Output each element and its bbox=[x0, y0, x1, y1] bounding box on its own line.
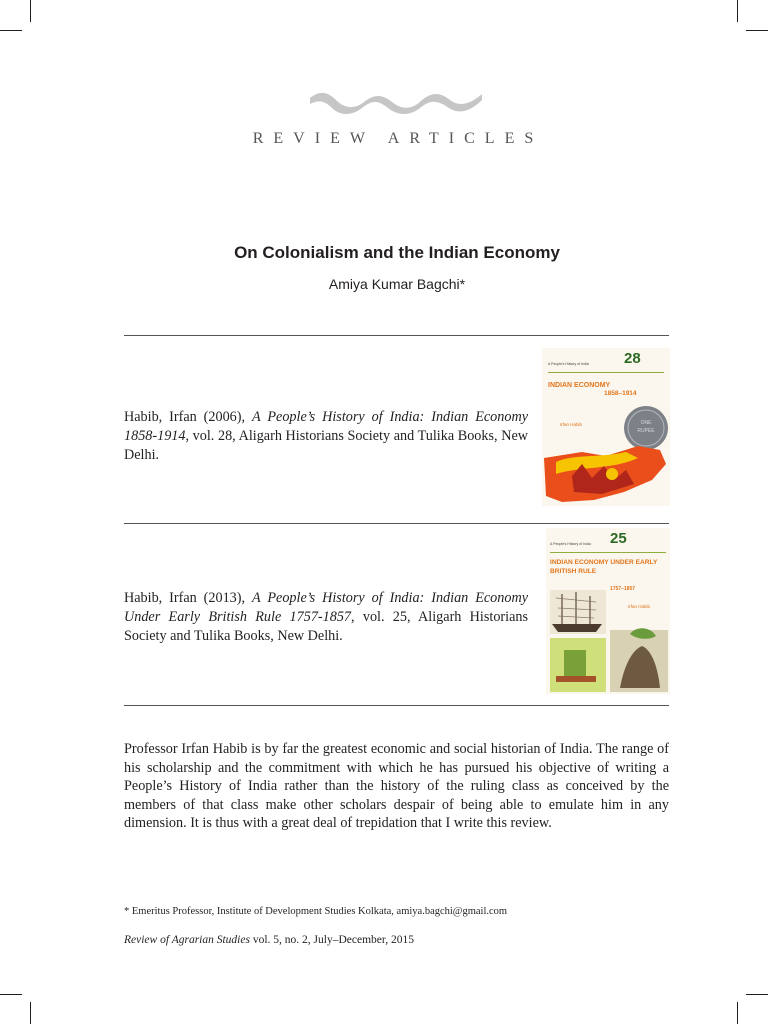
cover-coin-artwork-icon bbox=[542, 400, 670, 506]
article-title: On Colonialism and the Indian Economy bbox=[234, 243, 560, 262]
footnote: * Emeritus Professor, Institute of Development Studies Kolkata, amiya.bagchi@gmail.com bbox=[124, 906, 508, 917]
divider-rule bbox=[124, 705, 669, 706]
cover-series: A People's History of India bbox=[548, 362, 589, 366]
journal-citation bbox=[124, 934, 669, 946]
cover-volume-number: 25 bbox=[610, 530, 627, 547]
book-cover-vol-25 bbox=[546, 528, 670, 694]
cover-author: Irfan Habib bbox=[560, 422, 583, 427]
cover-subtitle: 1757–1857 bbox=[610, 586, 636, 592]
reference-publisher: , vol. 28, Aligarh Historians Society and Tulika Books, New Delhi. bbox=[124, 428, 528, 463]
cover-title: INDIAN ECONOMY UNDER EARLY BRITISH RULE bbox=[550, 559, 658, 575]
reference-book-title: A People’s History of India: Indian Economy 1858-1914 bbox=[124, 409, 528, 444]
crop-mark bbox=[30, 0, 31, 22]
crop-mark bbox=[30, 1002, 31, 1024]
cover-rule bbox=[548, 372, 664, 373]
crop-mark bbox=[0, 30, 22, 31]
divider-rule bbox=[124, 523, 669, 524]
crop-mark bbox=[737, 0, 738, 22]
journal-name: Review of Agrarian Studies bbox=[124, 934, 250, 946]
reference-author-year: Habib, Irfan (2006), bbox=[124, 409, 252, 425]
cover-illustrations-icon bbox=[546, 590, 670, 694]
reference-book-title: A People’s History of India: Indian Economy Under Early British Rule 1757-1857 bbox=[124, 590, 528, 625]
crop-mark bbox=[746, 994, 768, 995]
divider-rule bbox=[124, 335, 669, 336]
crop-mark bbox=[737, 1002, 738, 1024]
cover-series: A People's History of India bbox=[550, 542, 591, 546]
cover-volume-number: 28 bbox=[624, 350, 641, 367]
svg-text:RUPEE: RUPEE bbox=[637, 428, 655, 434]
wave-logo-icon bbox=[306, 84, 486, 118]
reference-entry-2 bbox=[124, 589, 528, 646]
cover-title: INDIAN ECONOMY bbox=[548, 382, 611, 389]
author-name: Amiya Kumar Bagchi* bbox=[328, 276, 466, 292]
reference-publisher: , vol. 25, Aligarh Historians Society and Tulika Books, New Delhi. bbox=[124, 609, 528, 644]
body-paragraph: Professor Irfan Habib is by far the greatest economic and social historian of India. The range of his scholarship and the commitment with which he has pursued his objective of writing a People’s History of India rather than the history of the ruling class as conceived by the members of that class make other scholars despair of being able to emulate him in any dimension. It is thus with a great deal of trepidation that I write this review. bbox=[124, 741, 669, 832]
section-label: REVIEW ARTICLES bbox=[252, 130, 544, 147]
crop-mark bbox=[746, 30, 768, 31]
journal-issue: vol. 5, no. 2, July–December, 2015 bbox=[249, 934, 414, 946]
reference-author-year: Habib, Irfan (2013), bbox=[124, 590, 252, 606]
cover-rule bbox=[550, 552, 666, 553]
cover-author: Irfan Habib bbox=[628, 604, 651, 609]
crop-mark bbox=[0, 994, 22, 995]
book-cover-vol-28 bbox=[542, 348, 670, 506]
reference-entry-1 bbox=[124, 408, 528, 465]
svg-text:ONE: ONE bbox=[640, 420, 652, 426]
cover-subtitle: 1858–1914 bbox=[604, 390, 637, 397]
